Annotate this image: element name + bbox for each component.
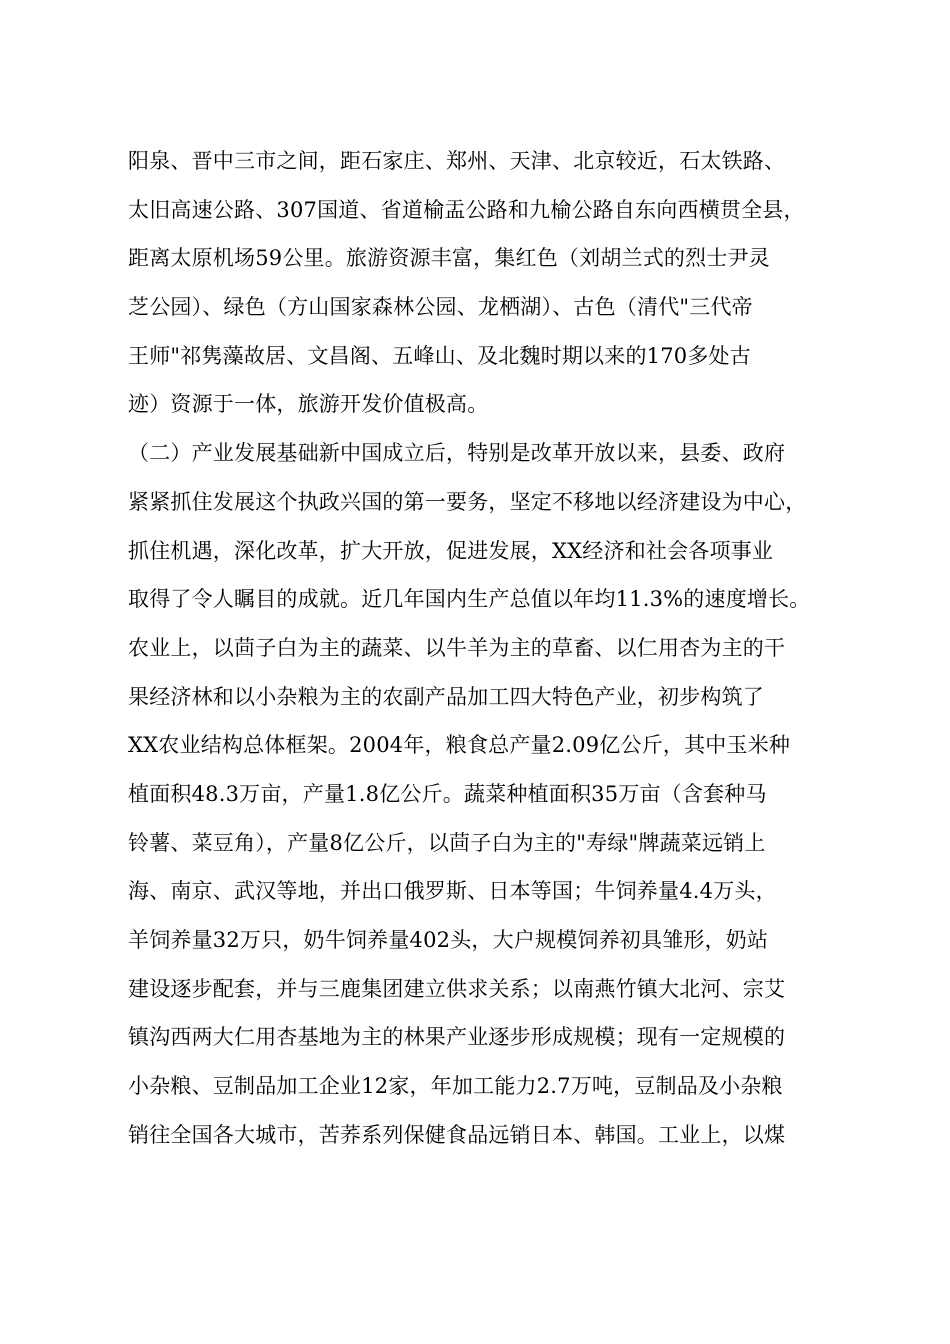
text-line: 紧紧抓住发展这个执政兴国的第一要务，坚定不移地以经济建设为中心， <box>128 489 807 514</box>
text-line: 羊饲养量32万只，奶牛饲养量402头，大户规模饲养初具雏形，奶站 <box>128 928 769 952</box>
text-line: 农业上，以茴子白为主的蔬菜、以牛羊为主的草畜、以仁用杏为主的干 <box>128 635 786 660</box>
body-text <box>128 137 848 1159</box>
text-line: 距离太原机场59公里。旅游资源丰富，集红色（刘胡兰式的烈士尹灵 <box>128 246 770 271</box>
text-line: 建设逐步配套，并与三鹿集团建立供求关系；以南燕竹镇大北河、宗艾 <box>128 976 786 1001</box>
section-heading-line: （二）产业发展基础新中国成立后，特别是改革开放以来，县委、政府 <box>128 441 786 466</box>
text-line: 小杂粮、豆制品加工企业12家，年加工能力2.7万吨，豆制品及小杂粮 <box>128 1074 783 1099</box>
text-line: 果经济林和以小杂粮为主的农副产品加工四大特色产业，初步构筑了 <box>128 684 764 709</box>
text-line: 迹）资源于一体，旅游开发价值极高。 <box>128 392 489 417</box>
text-line: 海、南京、武汉等地，并出口俄罗斯、日本等国；牛饲养量4.4万头， <box>128 879 777 904</box>
text-line: 取得了令人瞩目的成就。近几年国内生产总值以年均11.3%的速度增长。 <box>128 587 811 612</box>
text-line: 太旧高速公路、307国道、省道榆盂公路和九榆公路自东向西横贯全县， <box>128 197 805 222</box>
text-line: 植面积48.3万亩，产量1.8亿公斤。蔬菜种植面积35万亩（含套种马 <box>128 781 767 806</box>
text-line: 芝公园）、绿色（方山国家森林公园、龙栖湖）、古色（清代"三代帝 <box>128 295 753 320</box>
text-line: 镇沟西两大仁用杏基地为主的林果产业逐步形成规模；现有一定规模的 <box>128 1025 786 1050</box>
text-line: 抓住机遇，深化改革，扩大开放，促进发展，XX经济和社会各项事业 <box>128 538 774 563</box>
text-line: 销往全国各大城市，苦荞系列保健食品远销日本、韩国。工业上，以煤 <box>128 1122 786 1147</box>
text-line: XX农业结构总体框架。2004年，粮食总产量2.09亿公斤，其中玉米种 <box>128 733 791 758</box>
text-line: 阳泉、晋中三市之间，距石家庄、郑州、天津、北京较近，石太铁路、 <box>128 149 786 173</box>
text-line: 铃薯、菜豆角），产量8亿公斤，以茴子白为主的"寿绿"牌蔬菜远销上 <box>128 830 766 855</box>
text-line: 王师"祁隽藻故居、文昌阁、五峰山、及北魏时期以来的170多处古 <box>128 343 751 368</box>
